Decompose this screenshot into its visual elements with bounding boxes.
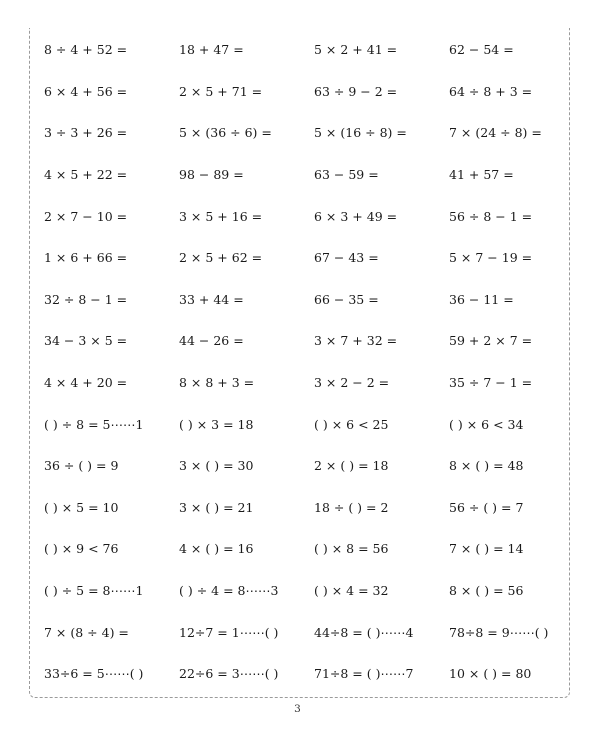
problem-cell: 33 + 44 = (179, 291, 244, 307)
problem-cell: ( ) × 6 < 34 (449, 416, 524, 432)
problem-cell: ( ) × 5 = 10 (44, 499, 119, 515)
problem-cell: 2 × 5 + 71 = (179, 83, 263, 99)
problem-cell: 3 × ( ) = 30 (179, 458, 254, 474)
problem-cell: 56 ÷ 8 − 1 = (449, 208, 533, 224)
problem-cell: 41 + 57 = (449, 167, 514, 183)
problem-row (44, 611, 584, 653)
problem-cell: 4 × 5 + 22 = (44, 167, 128, 183)
problem-row (44, 112, 584, 154)
problem-cell: 36 − 11 = (449, 291, 514, 307)
problem-row (44, 445, 584, 487)
problem-cell: 7 × (24 ÷ 8) = (449, 125, 542, 141)
problem-cell: 8 × 8 + 3 = (179, 375, 255, 391)
problem-cell: ( ) ÷ 8 = 5⋯⋯1 (44, 416, 144, 432)
problem-cell: 7 × ( ) = 14 (449, 541, 524, 557)
problem-row (44, 195, 584, 237)
problem-cell: 64 ÷ 8 + 3 = (449, 83, 533, 99)
problem-cell: 59 + 2 × 7 = (449, 333, 533, 349)
problem-row (44, 362, 584, 404)
problem-cell: 32 ÷ 8 − 1 = (44, 291, 128, 307)
problem-cell: 44÷8 = ( )⋯⋯4 (314, 624, 414, 640)
problem-cell: 34 − 3 × 5 = (44, 333, 128, 349)
problem-row (44, 29, 584, 71)
problem-cell: 5 × (16 ÷ 8) = (314, 125, 407, 141)
problem-cell: 33÷6 = 5⋯⋯( ) (44, 666, 144, 682)
problem-cell: 8 × ( ) = 56 (449, 583, 524, 599)
problem-cell: 12÷7 = 1⋯⋯( ) (179, 624, 279, 640)
problem-cell: 71÷8 = ( )⋯⋯7 (314, 666, 414, 682)
problem-grid (44, 29, 584, 695)
problem-row (44, 320, 584, 362)
problem-row (44, 487, 584, 529)
problem-cell: ( ) × 6 < 25 (314, 416, 389, 432)
problem-cell: 1 × 6 + 66 = (44, 250, 128, 266)
problem-cell: 4 × ( ) = 16 (179, 541, 254, 557)
problem-cell: 10 × ( ) = 80 (449, 666, 532, 682)
problem-cell: 5 × 7 − 19 = (449, 250, 533, 266)
problem-cell: 3 × ( ) = 21 (179, 499, 254, 515)
problem-cell: 62 − 54 = (449, 42, 514, 58)
problem-row (44, 237, 584, 279)
problem-cell: 36 ÷ ( ) = 9 (44, 458, 119, 474)
problem-cell: 98 − 89 = (179, 167, 244, 183)
problem-row (44, 570, 584, 612)
problem-row (44, 528, 584, 570)
problem-cell: 8 ÷ 4 + 52 = (44, 42, 128, 58)
problem-cell: 3 ÷ 3 + 26 = (44, 125, 128, 141)
problem-cell: 18 + 47 = (179, 42, 244, 58)
problem-cell: 63 ÷ 9 − 2 = (314, 83, 398, 99)
problem-cell: 6 × 3 + 49 = (314, 208, 398, 224)
problem-cell: ( ) × 4 = 32 (314, 583, 389, 599)
problem-cell: 8 × ( ) = 48 (449, 458, 524, 474)
problem-row (44, 154, 584, 196)
problem-cell: 44 − 26 = (179, 333, 244, 349)
problem-cell: ( ) ÷ 5 = 8⋯⋯1 (44, 583, 144, 599)
problem-cell: ( ) ÷ 4 = 8⋯⋯3 (179, 583, 279, 599)
problem-cell: ( ) × 9 < 76 (44, 541, 119, 557)
problem-cell: 3 × 2 − 2 = (314, 375, 390, 391)
problem-row (44, 279, 584, 321)
problem-cell: 66 − 35 = (314, 291, 379, 307)
problem-cell: 3 × 7 + 32 = (314, 333, 398, 349)
problem-row (44, 403, 584, 445)
page-number: 3 (294, 703, 301, 715)
problem-cell: 35 ÷ 7 − 1 = (449, 375, 533, 391)
problem-cell: 2 × 7 − 10 = (44, 208, 128, 224)
problem-cell: 18 ÷ ( ) = 2 (314, 499, 389, 515)
problem-cell: 2 × 5 + 62 = (179, 250, 263, 266)
problem-cell: 5 × (36 ÷ 6) = (179, 125, 272, 141)
problem-cell: 7 × (8 ÷ 4) = (44, 624, 129, 640)
problem-row (44, 653, 584, 695)
problem-cell: 63 − 59 = (314, 167, 379, 183)
problem-cell: 6 × 4 + 56 = (44, 83, 128, 99)
problem-cell: 5 × 2 + 41 = (314, 42, 398, 58)
problem-cell: 3 × 5 + 16 = (179, 208, 263, 224)
problem-cell: 22÷6 = 3⋯⋯( ) (179, 666, 279, 682)
problem-cell: ( ) × 8 = 56 (314, 541, 389, 557)
problem-cell: ( ) × 3 = 18 (179, 416, 254, 432)
problem-cell: 4 × 4 + 20 = (44, 375, 128, 391)
problem-cell: 56 ÷ ( ) = 7 (449, 499, 524, 515)
problem-cell: 2 × ( ) = 18 (314, 458, 389, 474)
problem-row (44, 71, 584, 113)
problem-cell: 78÷8 = 9⋯⋯( ) (449, 624, 549, 640)
problem-cell: 67 − 43 = (314, 250, 379, 266)
